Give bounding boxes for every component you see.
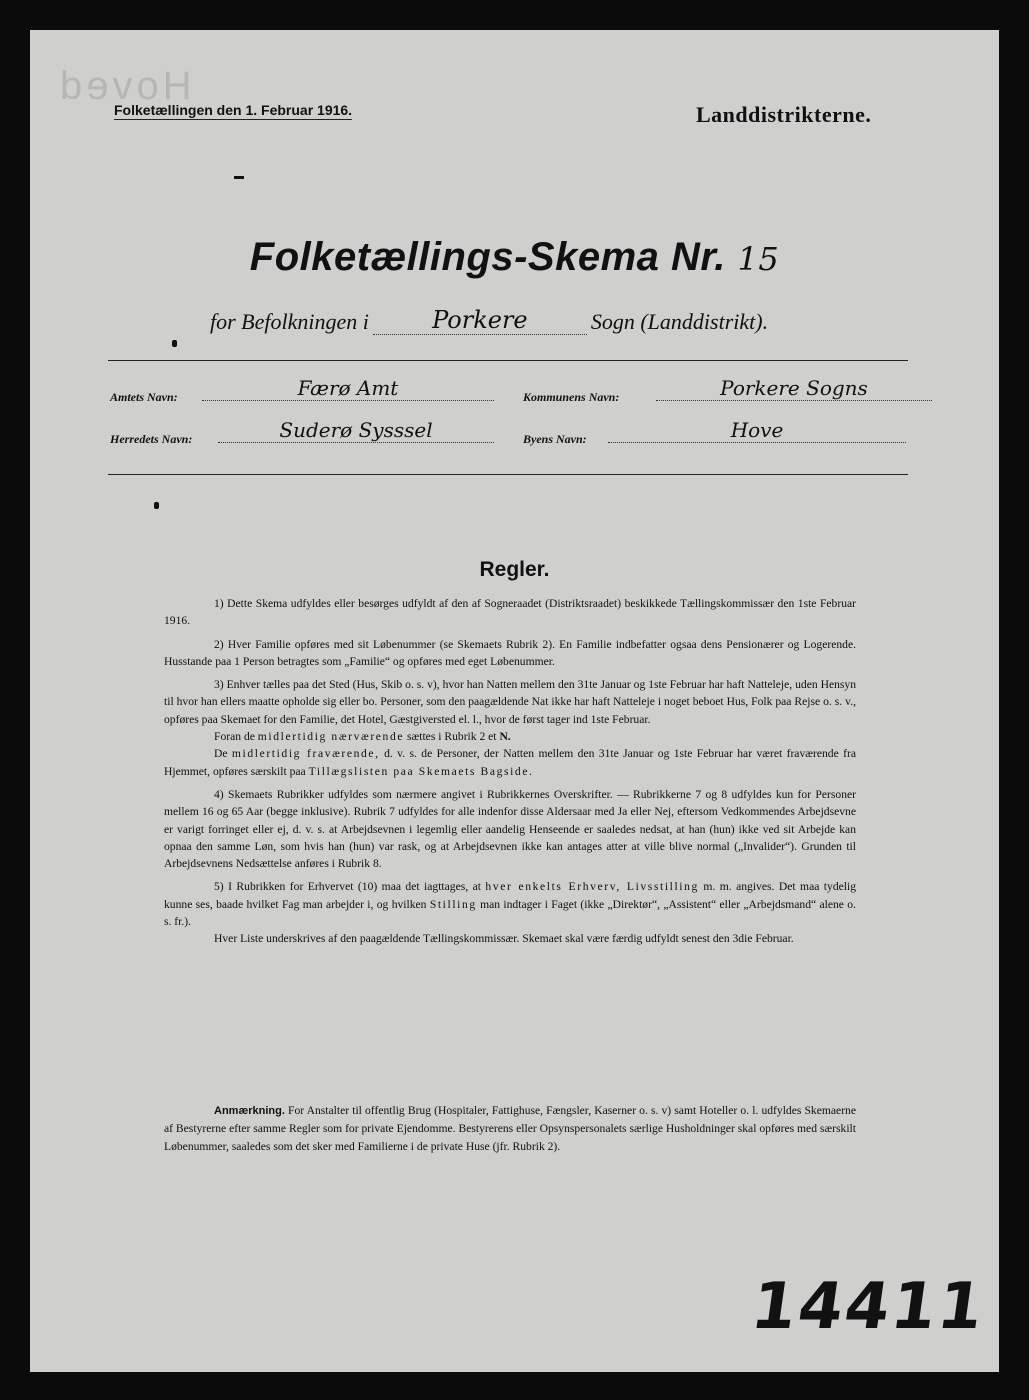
county-value-handwritten: Færø Amt <box>202 376 494 401</box>
municipality-label: Kommunens Navn: <box>523 390 620 404</box>
municipality-value-handwritten: Porkere Sogns <box>656 376 932 401</box>
divider-top <box>108 360 908 361</box>
remark-label: Anmærkning. <box>214 1105 285 1117</box>
county-label: Amtets Navn: <box>110 390 178 404</box>
faded-stamp: Hoved <box>56 64 192 108</box>
rule-5-signature: Hver Liste underskrives af den paagældende Tællingskommissær. Skemaet skal være færdig udfyldt senest den 3die Februar. <box>214 932 794 946</box>
ink-dot <box>172 340 177 347</box>
ink-dot <box>154 502 159 509</box>
district-value-handwritten: Suderø Sysssel <box>218 418 494 443</box>
census-form-page <box>30 30 999 1372</box>
rule-3-present: Foran de midlertidig nærværende sættes i Rubrik 2 et N. <box>214 730 511 744</box>
form-title-text: Folketællings-Skema Nr. <box>249 235 726 279</box>
district-label: Herredets Navn: <box>110 432 193 446</box>
rule-5: 5) I Rubrikken for Erhvervet (10) maa det iagttages, at hver enkelts Erhverv, Livsstilling m. m. angives. Det maa tydelig kunne ses, baade hvilket Fag man arbejder i, og hvilken Stilling man indtager i Faget (ikke „Direktør“, „Assistent“ eller „Arbejdsmand“ alene o. s. fr.). <box>164 880 857 929</box>
district-type-header: Landdistrikterne. <box>696 102 872 127</box>
remark-text: For Anstalter til offentlig Brug (Hospitaler, Fattighuse, Fængsler, Kaserner o. s. v) samt Hoteller o. l. udfyldes Skemaerne af Bestyrerne efter samme Regler som for private Ejendomme. Bestyrerens eller Opsynspersonalets særlige Husholdninger skal opføres med særskilt Løbenummer, saaledes som det sker med Familierne i de private Huse (jfr. Rubrik 2). <box>164 1104 856 1153</box>
rule-2: 2) Hver Familie opføres med sit Løbenummer (se Skemaets Rubrik 2). En Familie indbefatter ogsaa dens Pensionærer og Logerende. Husstande paa 1 Person betragtes som „Familie“ og opføres med eget Løbenummer. <box>164 637 856 668</box>
parish-line <box>210 306 768 335</box>
handwritten-page-number: 14411 <box>746 1270 990 1344</box>
rule-3-absent: De midlertidig fraværende, d. v. s. de Personer, der Natten mellem den 31te Januar og 1ste Februar har været fraværende fra Hjemmet, opføres særskilt paa Tillægslisten paa Skemaets Bagside. <box>164 747 856 778</box>
form-number-handwritten: 15 <box>737 240 780 278</box>
parish-prefix: for Befolkningen i <box>210 309 369 334</box>
remark-section <box>164 1102 856 1155</box>
town-label: Byens Navn: <box>523 432 587 446</box>
divider-bottom <box>108 474 908 475</box>
rule-1: 1) Dette Skema udfyldes eller besørges udfyldt af den af Sogneraadet (Distriktsraadet) beskikkede Tællingskommissær den 1ste Februar 1916. <box>164 597 856 628</box>
rule-4: 4) Skemaets Rubrikker udfyldes som nærmere angivet i Rubrikkernes Overskrifter. — Rubrikkerne 7 og 8 udfyldes kun for Personer mellem 16 og 65 Aar (begge inklusive). Rubrik 7 udfyldes for alle indenfor disse Aldersaar med Ja eller Nej, eftersom Vedkommendes Arbejdsevne er varigt forringet eller ej, d. v. s. at Arbejdsevnen i legemlig eller aandelig Henseende er saaledes nedsat, at han (hun) ikke ved sit Arbejde kan opnaa den samme Løn, som hvis han (hun) var rask, og at Arbejdsevnen ikke kan antages atter at ville blive normal („Invalider“). Grunden til Arbejdsevnens Nedsættelse anføres i Rubrik 8. <box>164 787 856 871</box>
ink-mark <box>234 176 244 179</box>
parish-value-handwritten: Porkere <box>373 306 587 335</box>
town-value-handwritten: Hove <box>608 418 906 443</box>
rules-heading: Regler. <box>479 558 550 581</box>
rules-body <box>164 595 856 954</box>
parish-suffix: Sogn (Landdistrikt). <box>590 309 769 334</box>
form-title <box>30 235 999 280</box>
rule-3: 3) Enhver tælles paa det Sted (Hus, Skib o. s. v), hvor han Natten mellem den 31te Januar og 1ste Februar har haft Natteleje, uden Hensyn til hvor han ellers maatte opholde sig eller bo. Personer, som den paagældende Nat ikke har haft Natteleje i noget beboet Hus, Folk paa Rejse o. s. v., opføres paa Skemaet for den Familie, det Hotel, Gæstgiversted el. l., hvor de først tager ind 1ste Februar. <box>164 678 856 726</box>
census-date-header: Folketællingen den 1. Februar 1916. <box>114 102 353 118</box>
